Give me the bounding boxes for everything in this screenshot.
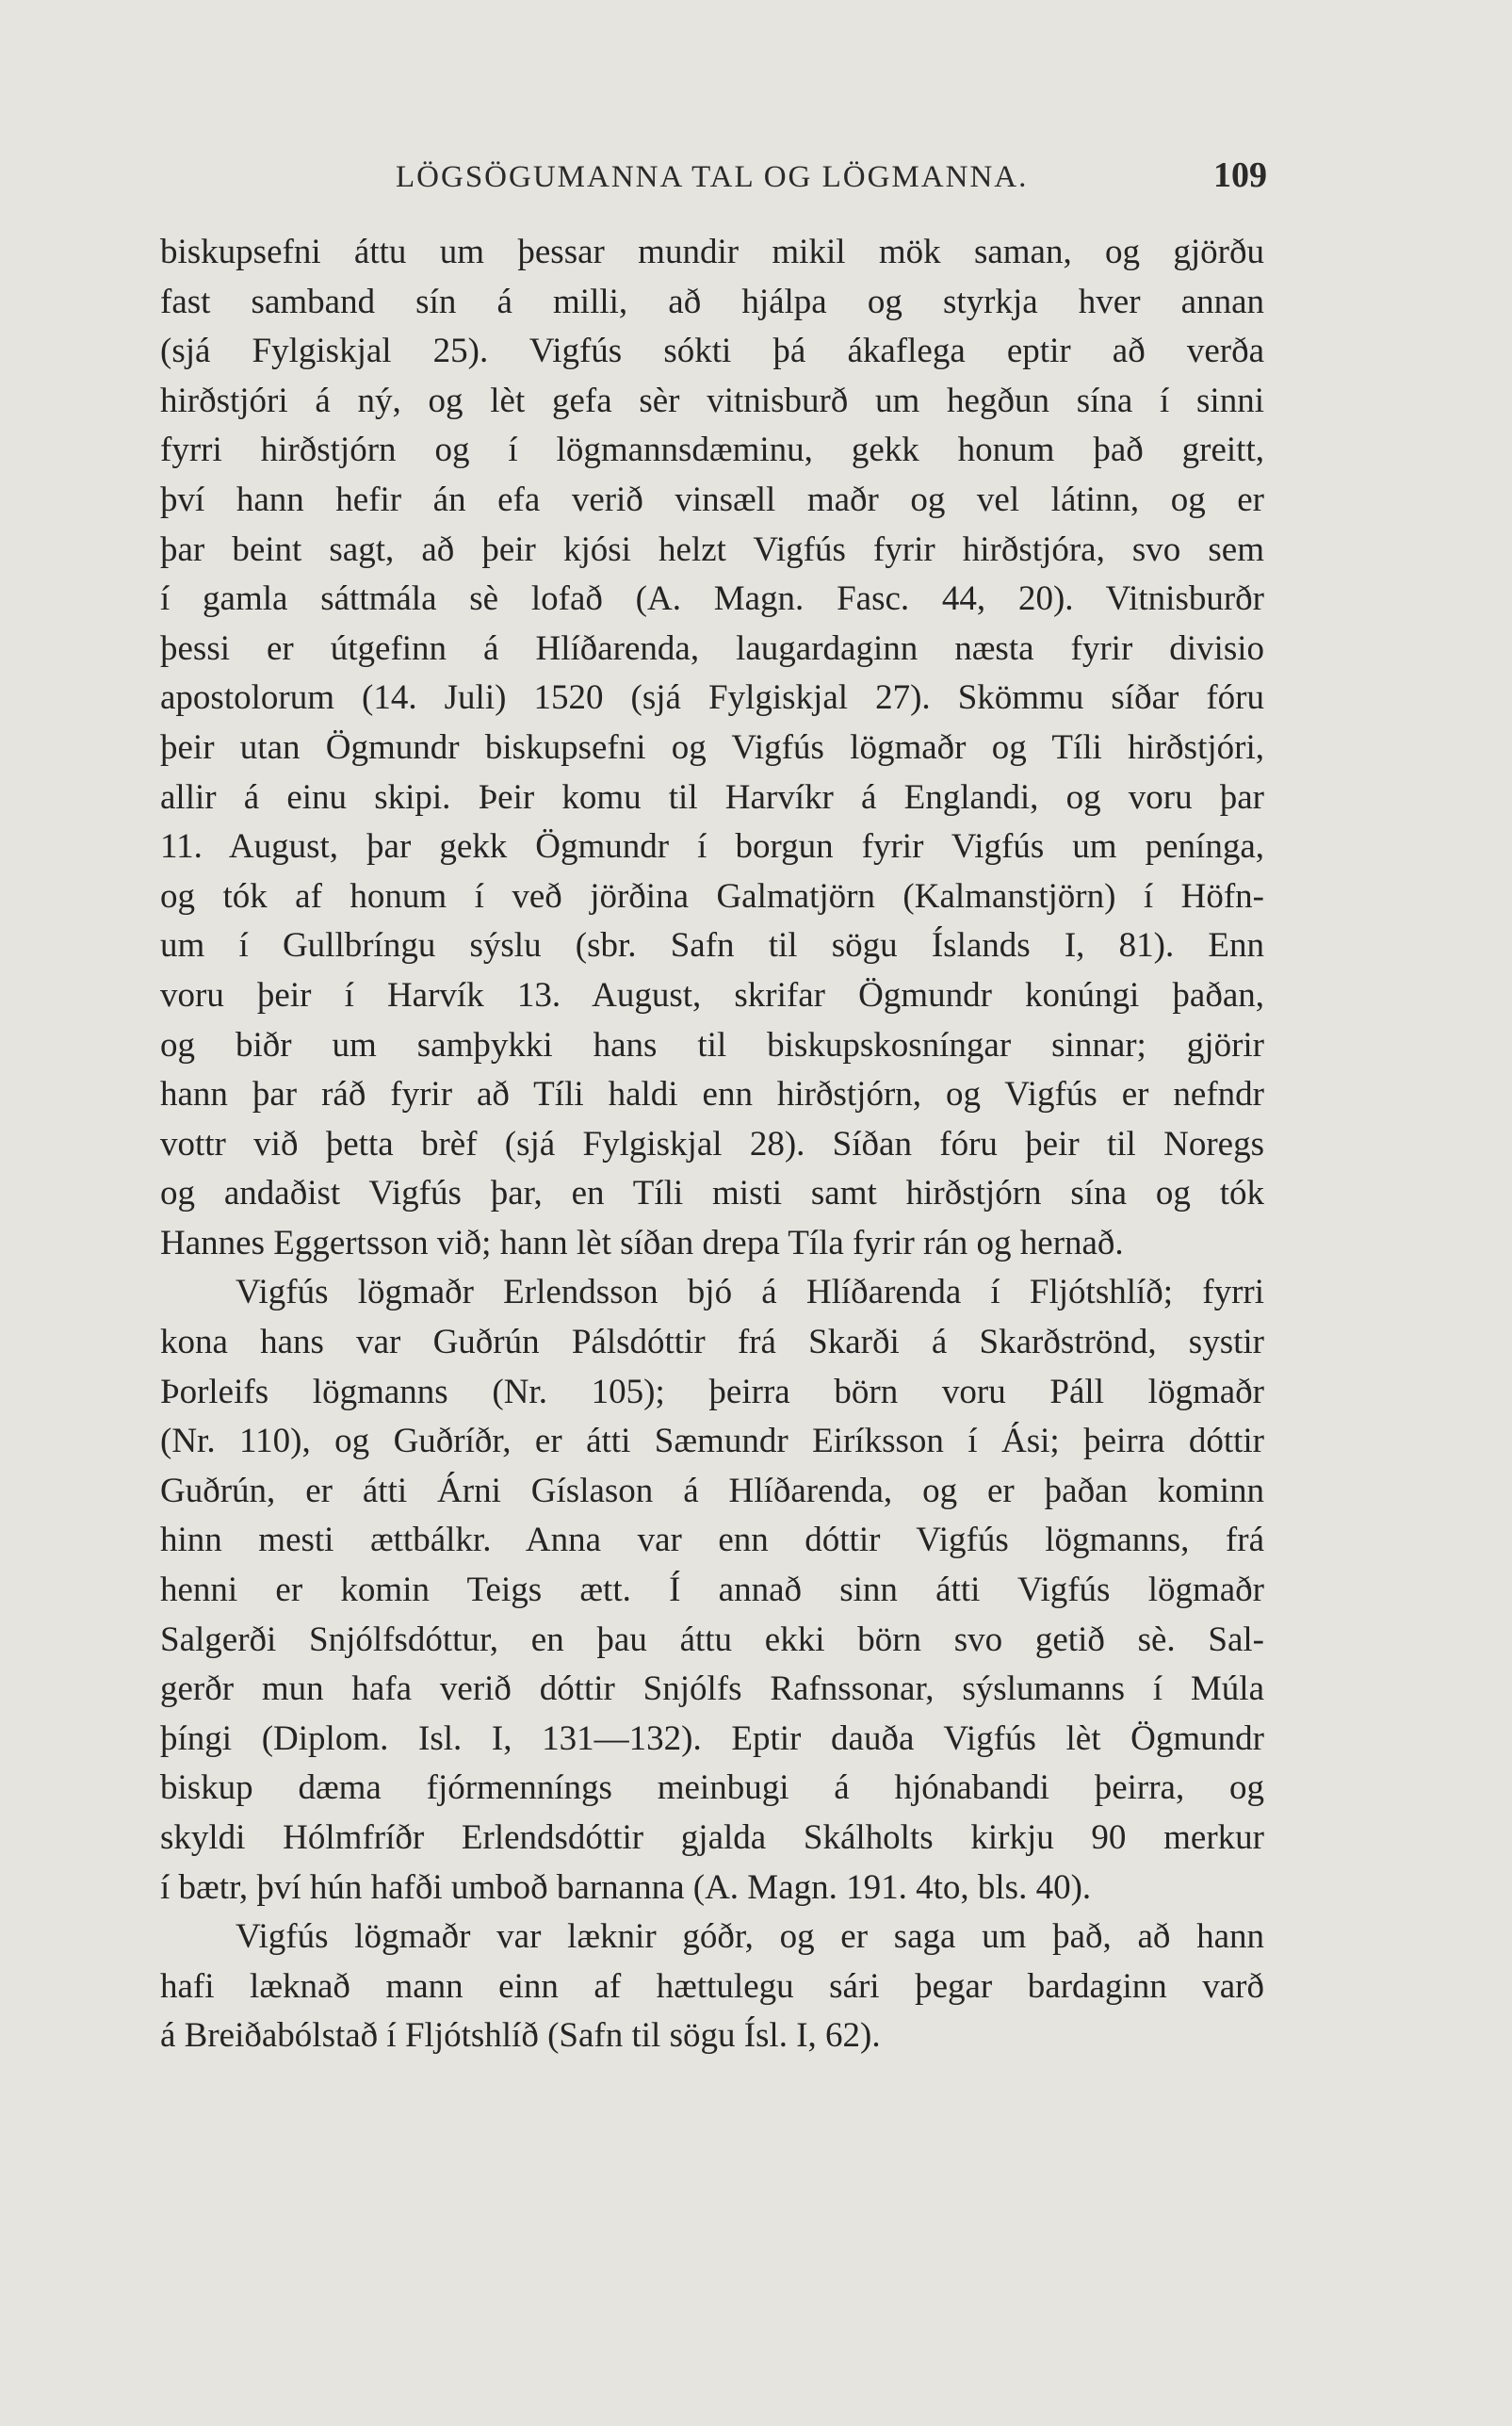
running-head: LÖGSÖGUMANNA TAL OG LÖGMANNA. bbox=[396, 160, 1029, 194]
text-line: hinn mesti ættbálkr. Anna var enn dóttir Vigfús lögmanns, frá bbox=[160, 1521, 1264, 1560]
body-text bbox=[160, 228, 1264, 2061]
text-line: þessi er útgefinn á Hlíðarenda, laugardaginn næsta fyrir divisio bbox=[160, 628, 1264, 668]
text-line: Hannes Eggertsson við; hann lèt síðan drepa Tíla fyrir rán og hernað. bbox=[160, 1223, 1124, 1262]
text-line: skyldi Hólmfríðr Erlendsdóttir gjalda Skálholts kirkju 90 merkur bbox=[160, 1818, 1264, 1857]
text-line: biskupsefni áttu um þessar mundir mikil mök saman, og gjörðu bbox=[160, 233, 1264, 271]
page-header bbox=[160, 151, 1267, 207]
text-line: í bætr, því hún hafði umboð barnanna (A. Magn. 191. 4to, bls. 40). bbox=[160, 1867, 1092, 1907]
text-line: gerðr mun hafa verið dóttir Snjólfs Rafnssonar, sýslumanns í Múla bbox=[160, 1669, 1264, 1709]
text-line: hann þar ráð fyrir að Tíli haldi enn hirðstjórn, og Vigfús er nefndr bbox=[160, 1075, 1264, 1115]
text-line: þíngi (Diplom. Isl. I, 131—132). Eptir dauða Vigfús lèt Ögmundr bbox=[160, 1718, 1264, 1758]
text-line: apostolorum (14. Juli) 1520 (sjá Fylgiskjal 27). Skömmu síðar fóru bbox=[160, 678, 1264, 718]
text-line: og tók af honum í veð jörðina Galmatjörn (Kalmanstjörn) í Höfn- bbox=[160, 876, 1264, 916]
text-line: Salgerði Snjólfsdóttur, en þau áttu ekki börn svo getið sè. Sal- bbox=[160, 1620, 1264, 1659]
text-line: (sjá Fylgiskjal 25). Vigfús sókti þá ákaflega eptir að verða bbox=[160, 332, 1264, 371]
text-line: því hann hefir án efa verið vinsæll maðr og vel látinn, og er bbox=[160, 480, 1264, 519]
text-line: á Breiðabólstað í Fljótshlíð (Safn til sögu Ísl. I, 62). bbox=[160, 2016, 881, 2056]
text-line: hafi læknað mann einn af hættulegu sári þegar bardaginn varð bbox=[160, 1966, 1264, 2006]
text-line: allir á einu skipi. Þeir komu til Harvíkr á Englandi, og voru þar bbox=[160, 777, 1264, 817]
text-line: fast samband sín á milli, að hjálpa og styrkja hver annan bbox=[160, 282, 1264, 321]
text-line: þar beint sagt, að þeir kjósi helzt Vigfús fyrir hirðstjóra, svo sem bbox=[160, 529, 1264, 569]
text-line: kona hans var Guðrún Pálsdóttir frá Skarði á Skarðströnd, systir bbox=[160, 1323, 1264, 1362]
text-line: 11. August, þar gekk Ögmundr í borgun fyrir Vigfús um penínga, bbox=[160, 827, 1264, 867]
text-line: voru þeir í Harvík 13. August, skrifar Ögmundr konúngi þaðan, bbox=[160, 975, 1264, 1015]
text-line: fyrri hirðstjórn og í lögmannsdæminu, gekk honum það greitt, bbox=[160, 431, 1264, 470]
text-line: henni er komin Teigs ætt. Í annað sinn átti Vigfús lögmaðr bbox=[160, 1571, 1264, 1610]
text-line: vottr við þetta brèf (sjá Fylgiskjal 28). Síðan fóru þeir til Noregs bbox=[160, 1124, 1264, 1164]
text-line: (Nr. 110), og Guðríðr, er átti Sæmundr Eiríksson í Ási; þeirra dóttir bbox=[160, 1422, 1264, 1461]
text-line: Þorleifs lögmanns (Nr. 105); þeirra börn voru Páll lögmaðr bbox=[160, 1372, 1264, 1411]
text-line: og andaðist Vigfús þar, en Tíli misti samt hirðstjórn sína og tók bbox=[160, 1174, 1264, 1213]
text-line: í gamla sáttmála sè lofað (A. Magn. Fasc. 44, 20). Vitnisburðr bbox=[160, 579, 1264, 619]
text-line: Guðrún, er átti Árni Gíslason á Hlíðarenda, og er þaðan kominn bbox=[160, 1471, 1264, 1510]
page-number: 109 bbox=[1213, 155, 1267, 195]
text-line: hirðstjóri á ný, og lèt gefa sèr vitnisburð um hegðun sína í sinni bbox=[160, 381, 1264, 420]
text-line: um í Gullbríngu sýslu (sbr. Safn til sögu Íslands I, 81). Enn bbox=[160, 926, 1264, 966]
text-line: og biðr um samþykki hans til biskupskosníngar sinnar; gjörir bbox=[160, 1025, 1264, 1065]
text-line: biskup dæma fjórmenníngs meinbugi á hjónabandi þeirra, og bbox=[160, 1768, 1264, 1808]
text-line: Vigfús lögmaðr var læknir góðr, og er saga um það, að hann bbox=[236, 1917, 1264, 1957]
text-line: Vigfús lögmaðr Erlendsson bjó á Hlíðarenda í Fljótshlíð; fyrri bbox=[236, 1273, 1264, 1312]
text-line: þeir utan Ögmundr biskupsefni og Vigfús lögmaðr og Tíli hirðstjóri, bbox=[160, 727, 1264, 767]
